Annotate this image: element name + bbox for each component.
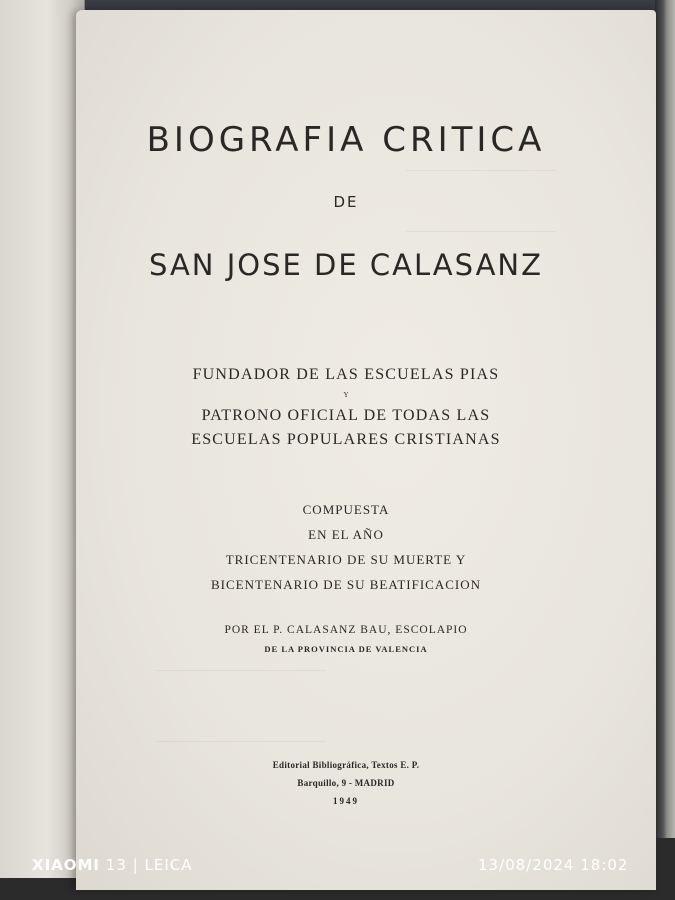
composition-line-3: TRICENTENARIO DE SU MUERTE Y: [225, 552, 467, 567]
composition-line-4: BICENTENARIO DE SU BEATIFICACION: [211, 577, 481, 592]
watermark-separator: |: [132, 856, 139, 874]
left-facing-page: [0, 0, 85, 878]
background-right-edge: [655, 0, 675, 900]
publisher-address: Barquillo, 9 - MADRID: [297, 778, 395, 788]
photo-time: 18:02: [580, 856, 629, 874]
publication-year: 1949: [333, 796, 359, 806]
author-line: POR EL P. CALASANZ BAU, ESCOLAPIO: [224, 624, 468, 636]
photo-date: 13/08/2024: [478, 856, 575, 874]
title-line-1: BIOGRAFIA CRITICA: [146, 120, 546, 160]
subtitle-line-1: FUNDADOR DE LAS ESCUELAS PIAS: [192, 366, 500, 383]
camera-lens-brand: LEICA: [144, 856, 193, 874]
title-line-3: SAN JOSE DE CALASANZ: [149, 248, 543, 282]
camera-brand: XIAOMI: [32, 856, 101, 874]
subtitle-line-3: ESCUELAS POPULARES CRISTIANAS: [191, 431, 501, 448]
camera-model: 13: [105, 856, 127, 874]
camera-watermark-left: [32, 856, 193, 874]
composition-line-2: EN EL AÑO: [308, 527, 384, 542]
author-affiliation: DE LA PROVINCIA DE VALENCIA: [264, 644, 428, 654]
camera-watermark-right: [478, 856, 628, 874]
subtitle-line-2: PATRONO OFICIAL DE TODAS LAS: [201, 407, 491, 424]
publisher-name: Editorial Bibliográfica, Textos E. P.: [272, 760, 420, 770]
title-line-2: DE: [333, 193, 359, 211]
composition-line-1: COMPUESTA: [302, 502, 390, 517]
title-page: [76, 10, 656, 890]
subtitle-connector: Y: [343, 391, 349, 399]
bleed-through-shadow: [156, 670, 326, 742]
